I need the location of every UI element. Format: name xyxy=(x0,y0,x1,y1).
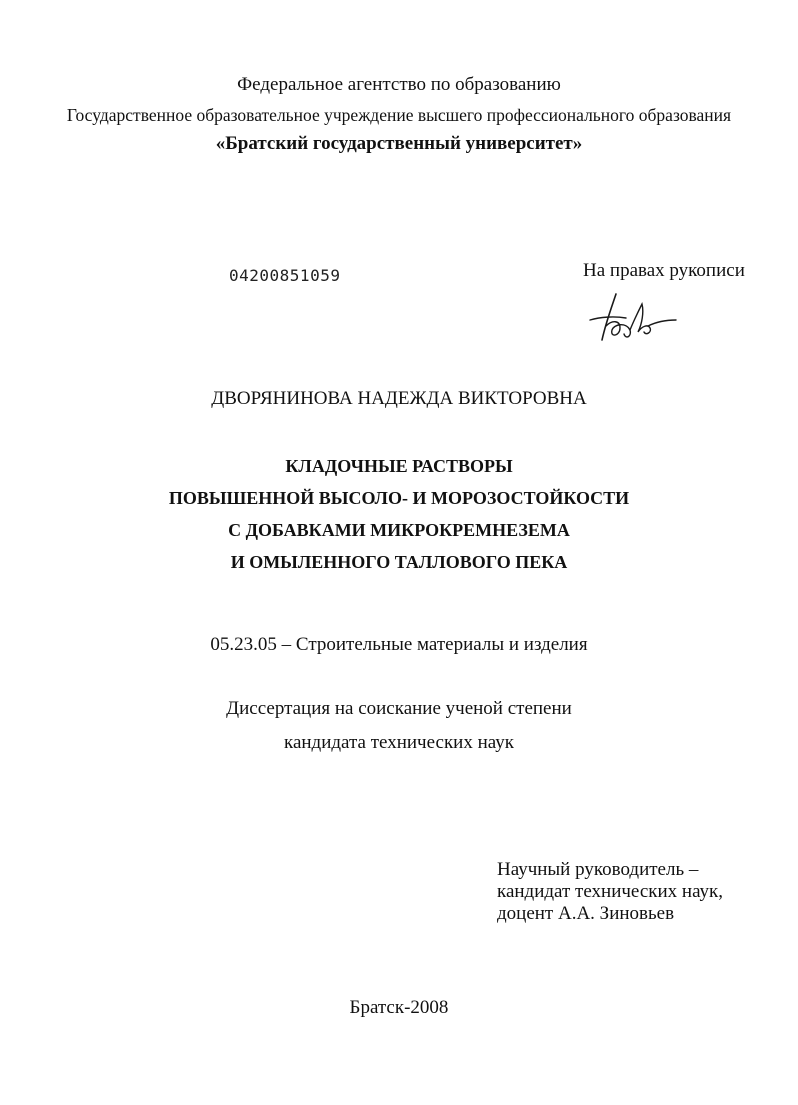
specialty-code: 05.23.05 – Строительные материалы и изделия xyxy=(210,634,588,655)
institution-type: Государственное образовательное учреждение высшего профессионального образования xyxy=(66,105,732,125)
document-number: 04200851059 xyxy=(229,266,341,285)
degree-line-1: Диссертация на соискание ученой степени xyxy=(226,698,572,719)
supervisor-block xyxy=(497,859,723,925)
agency-name: Федеральное агентство по образованию xyxy=(237,74,561,95)
dissertation-title xyxy=(0,450,798,578)
university-name: «Братский государственный университет» xyxy=(215,133,583,154)
supervisor-role: Научный руководитель – xyxy=(497,859,699,880)
title-line: ПОВЫШЕННОЙ ВЫСОЛО- И МОРОЗОСТОЙКОСТИ xyxy=(168,488,630,508)
author-name: ДВОРЯНИНОВА НАДЕЖДА ВИКТОРОВНА xyxy=(211,388,587,409)
supervisor-degree: кандидат технических наук, xyxy=(497,881,724,902)
title-line: КЛАДОЧНЫЕ РАСТВОРЫ xyxy=(285,456,513,476)
degree-line-2: кандидата технических наук xyxy=(284,732,514,753)
city-year: Братск-2008 xyxy=(349,997,449,1018)
title-line: С ДОБАВКАМИ МИКРОКРЕМНЕЗЕМА xyxy=(228,520,570,540)
signature-image xyxy=(586,290,678,346)
supervisor-name: доцент А.А. Зиновьев xyxy=(497,903,675,924)
title-line: И ОМЫЛЕННОГО ТАЛЛОВОГО ПЕКА xyxy=(230,552,568,572)
rights-notice: На правах рукописи xyxy=(583,260,745,281)
